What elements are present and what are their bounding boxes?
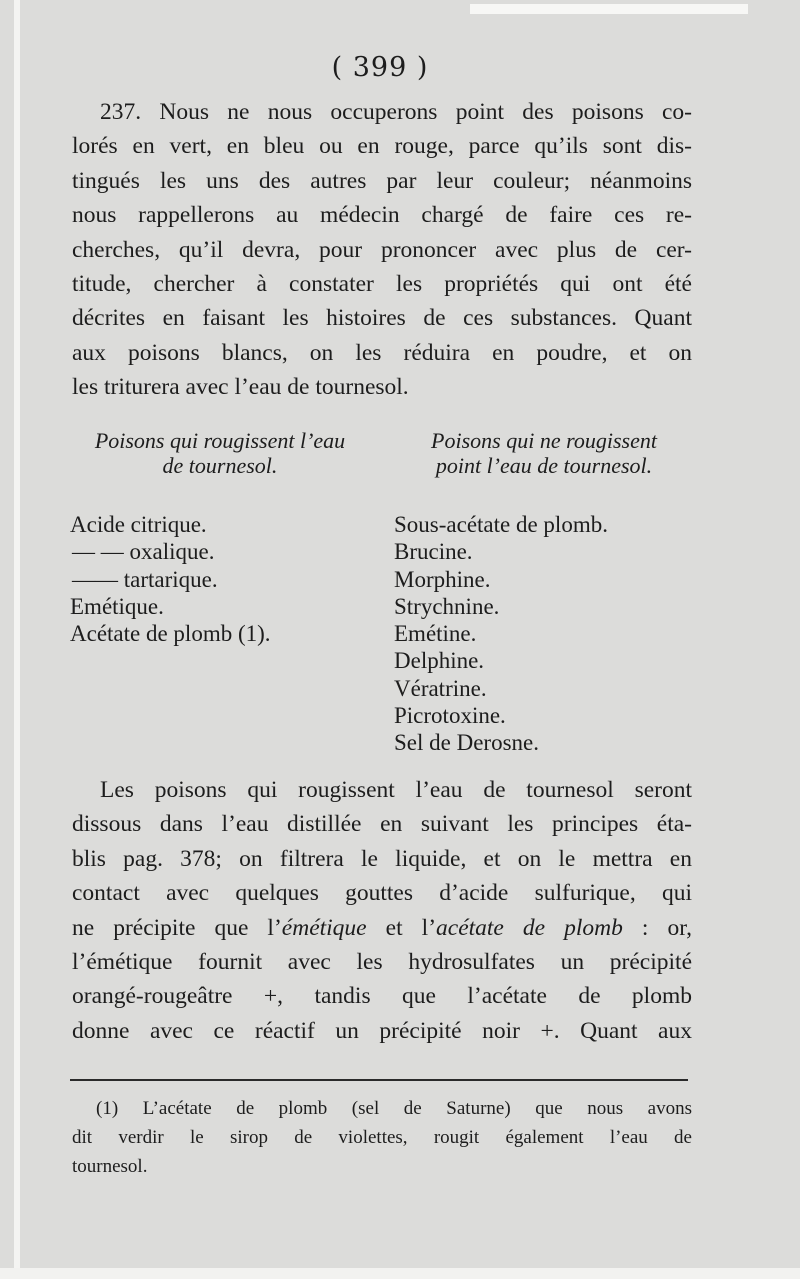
list-item: Acétate de plomb (1). <box>70 621 271 647</box>
text-line: les triturera avec l’eau de tournesol. <box>72 374 409 401</box>
text-line: titude, chercher à constater les propriétés qui ont été <box>72 271 692 298</box>
paragraph-tournesol <box>72 773 692 1048</box>
left-column-heading <box>70 428 370 478</box>
text-line: contact avec quelques gouttes d’acide sulfurique, qui <box>72 880 692 907</box>
list-item: Sous-acétate de plomb. <box>394 512 608 537</box>
right-poison-list <box>394 511 608 757</box>
list-item: Emétine. <box>394 621 477 647</box>
text-line: dissous dans l’eau distillée en suivant les principes éta- <box>72 811 692 838</box>
footnote-line: dit verdir le sirop de violettes, rougit également l’eau de <box>72 1127 692 1148</box>
list-item: Morphine. <box>394 566 491 592</box>
page-edge-top <box>470 4 748 14</box>
list-item: — — oxalique. <box>72 539 215 565</box>
text-line: donne avec ce réactif un précipité noir +. Quant aux <box>72 1017 692 1044</box>
list-item: Emétique. <box>70 593 164 619</box>
list-item: Brucine. <box>394 539 473 565</box>
list-item: Picrotoxine. <box>394 703 506 729</box>
footnote-line: tournesol. <box>72 1156 148 1177</box>
page-edge-bottom <box>0 1268 800 1279</box>
paragraph-237 <box>72 95 692 405</box>
emphasis-acetate: acétate de plomb <box>436 914 623 941</box>
heading-line: de tournesol. <box>162 453 278 478</box>
text-line: nous rappellerons au médecin chargé de faire ces re- <box>72 202 692 229</box>
list-item: Strychnine. <box>394 593 500 619</box>
page-number: ( 399 ) <box>331 52 429 83</box>
right-column-heading <box>393 428 695 478</box>
list-item: Delphine. <box>394 648 485 674</box>
text-run: : or, <box>622 914 692 941</box>
list-item: Acide citrique. <box>70 512 207 537</box>
emphasis-emetique: émétique <box>281 914 367 941</box>
list-item: —— tartarique. <box>72 566 218 592</box>
text-line: Les poisons qui rougissent l’eau de tournesol seront <box>100 777 692 803</box>
text-line <box>72 911 692 945</box>
list-item: Sel de Derosne. <box>394 730 539 756</box>
text-line: 237. Nous ne nous occuperons point des poisons co- <box>100 99 692 125</box>
text-line: aux poisons blancs, on les réduira en poudre, et on <box>72 339 692 366</box>
heading-line: Poisons qui rougissent l’eau <box>94 428 346 453</box>
text-run: ne précipite que l’ <box>72 914 282 941</box>
page-edge-left <box>14 0 20 1279</box>
text-line: lorés en vert, en bleu ou en rouge, parce qu’ils sont dis- <box>72 133 692 160</box>
text-line: tingués les uns des autres par leur couleur; néanmoins <box>72 167 692 194</box>
text-line: l’émétique fournit avec les hydrosulfates un précipité <box>72 949 692 976</box>
text-line: cherches, qu’il devra, pour prononcer avec plus de cer- <box>72 236 692 263</box>
heading-line: Poisons qui ne rougissent <box>431 428 657 453</box>
heading-line: point l’eau de tournesol. <box>435 453 653 478</box>
list-item: Vératrine. <box>394 675 487 701</box>
text-line: blis pag. 378; on filtrera le liquide, et on le mettra en <box>72 845 692 872</box>
footnote-rule <box>70 1079 688 1081</box>
footnote-line: (1) L’acétate de plomb (sel de Saturne) que nous avons <box>96 1098 692 1119</box>
text-run: et l’ <box>366 914 437 941</box>
left-poison-list <box>70 511 271 647</box>
footnote <box>72 1094 692 1181</box>
text-line: orangé-rougeâtre +, tandis que l’acétate de plomb <box>72 983 692 1010</box>
text-line: décrites en faisant les histoires de ces substances. Quant <box>72 305 692 332</box>
